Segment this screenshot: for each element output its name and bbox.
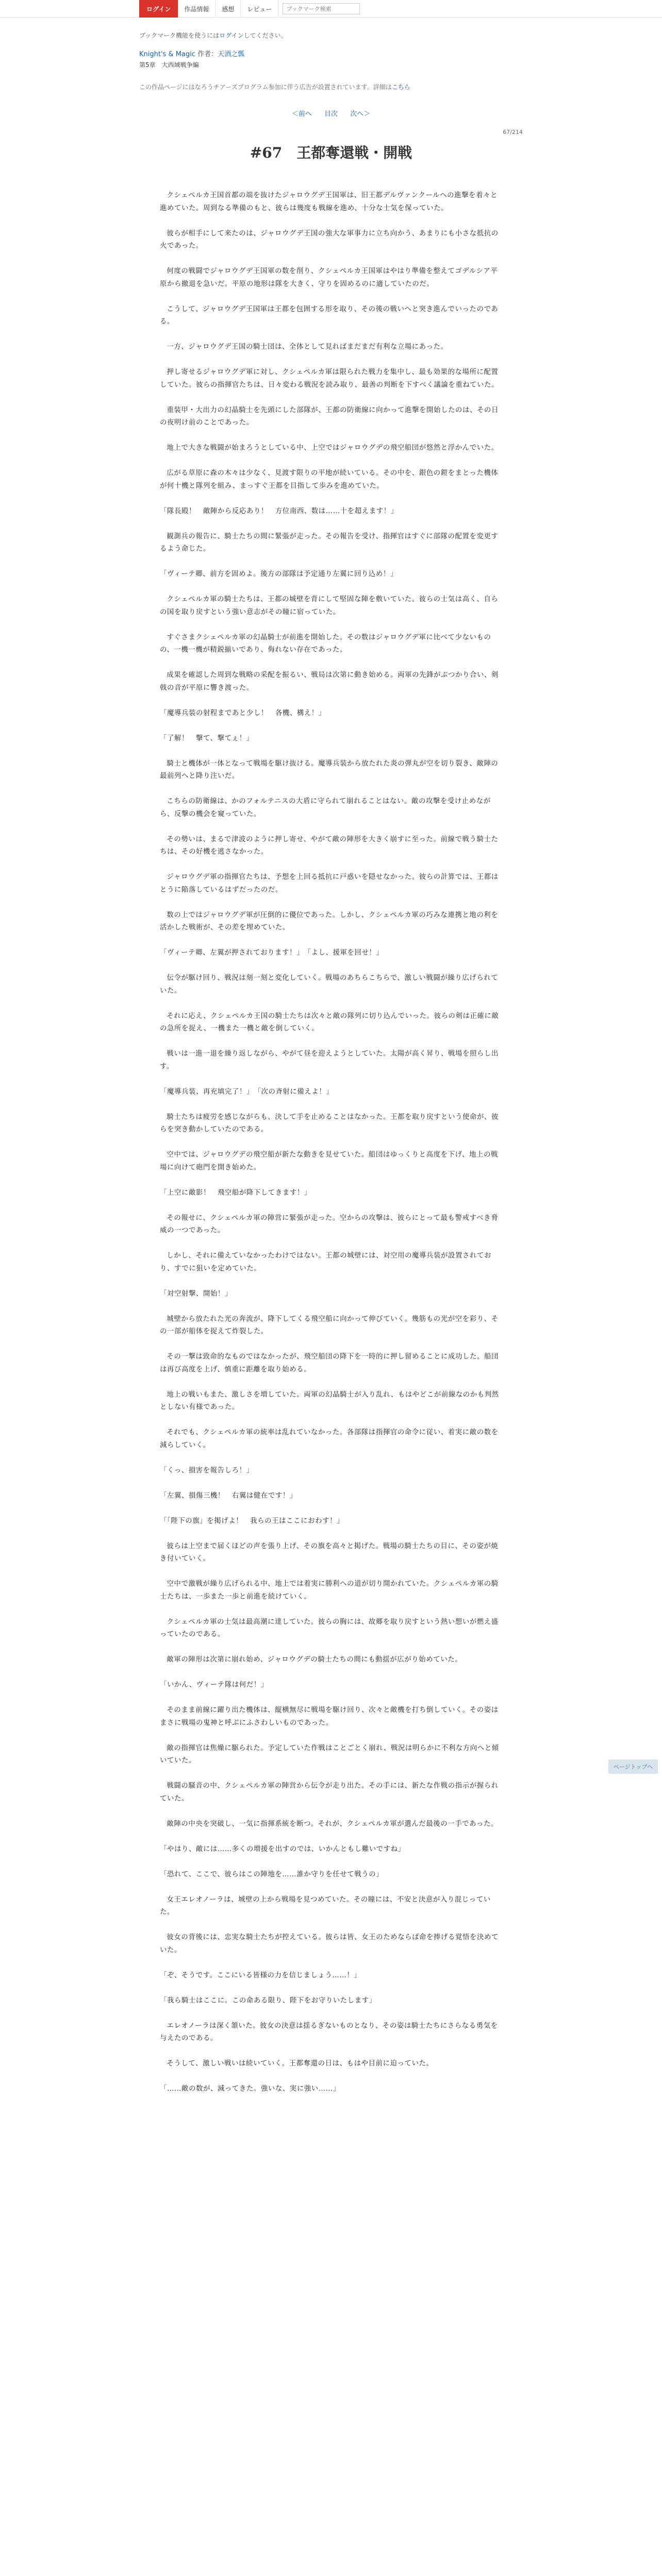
dialogue-line: 「魔導兵装、再充填完了！」 「次の斉射に備えよ！」	[160, 1088, 334, 1096]
dialogue-line: 「やはり、敵には……多くの増援を出すのでは、いかんともし難いですね」	[160, 1845, 405, 1853]
page-top-button[interactable]: ページトップへ	[608, 1759, 658, 1774]
narrative-paragraph: すぐさまクシェペルカ軍の幻晶騎士が前進を開始した。その数はジャロウグデ軍に比べて少ないものの、一機一機が精鋭揃いであり、侮れない存在であった。	[160, 633, 491, 654]
dialogue-line: 「恐れて、ここで、彼らはこの陣地を……誰か守りを任せて戦うの」	[160, 1870, 384, 1878]
narrative-paragraph: クシェペルカ王国首都の端を抜けたジャロウグデ王国軍は、旧王都デルヴァンクールへの進撃を着々と進めていた。周到なる準備のもと、彼らは幾度も戦線を進め、十分な士気を保っていた。	[160, 192, 498, 212]
narrative-paragraph: 敵の指揮官は焦燥に駆られた。予定していた作戦はことごとく崩れ、戦況は明らかに不利な方向へと傾いていた。	[160, 1744, 499, 1765]
narrative-paragraph: 観測兵の報告に、騎士たちの間に緊張が走った。その報告を受け、指揮官はすぐに部隊の配置を変更するよう命じた。	[160, 532, 499, 553]
dialogue-line: 「対空射撃、開始！」	[160, 1290, 232, 1298]
narrative-paragraph: 戦闘の騒音の中、クシェペルカ軍の陣営から伝令が走り出た。その手には、新たな作戦の指示が握られていた。	[160, 1782, 499, 1803]
narrative-paragraph: 彼女の背後には、忠実な騎士たちが控えている。彼らは皆、女王のためならば命を捧げる覚悟を決めていた。	[160, 1934, 499, 1954]
ad-notice-link[interactable]: こちら	[391, 83, 410, 91]
author-label: 作者：	[197, 50, 218, 58]
dialogue-line: 「ぞ、そうです。ここにいる皆様の力を信じましょう……！」	[160, 1971, 361, 1979]
narrative-paragraph: しかし、それに備えていなかったわけではない。王都の城壁には、対空用の魔導兵装が設置されており、すでに狙いを定めていた。	[160, 1252, 491, 1273]
prev-page-link[interactable]: ＜前へ	[291, 110, 312, 118]
notice-text-before: ブックマーク機能を使うには	[139, 32, 220, 39]
top-nav-inner	[139, 0, 360, 18]
narrative-paragraph: 騎士と機体が一体となって戦場を駆け抜ける。魔導兵装から放たれた炎の弾丸が空を切り裂き、敵陣の最前列へと降り注いだ。	[160, 759, 499, 780]
narrative-paragraph: 地上で大きな戦闘が始まろうとしている中、上空ではジャロウグデの飛空船団が悠然と浮かんでいた。	[167, 444, 499, 452]
narrative-paragraph: 空中で激戦が繰り広げられる中、地上では着実に勝利への道が切り開かれていた。クシェペルカ軍の騎士たちは、一歩また一歩と前進を続けていく。	[160, 1580, 499, 1601]
narrative-paragraph: そうして、激しい戦いは続いていく。王都奪還の日は、もはや目前に迫っていた。	[167, 2060, 434, 2067]
dialogue-line: 「「陛下の旗」を掲げよ！ 我らの王はここにおわす！」	[160, 1517, 344, 1525]
toc-link[interactable]: 目次	[324, 110, 338, 118]
dialogue-line: 「魔導兵装の射程まであと少し！ 各機、構え！」	[160, 709, 326, 717]
login-button[interactable]: ログイン	[139, 0, 178, 18]
novel-meta	[139, 49, 244, 70]
author-link[interactable]: 天酒之瓢	[218, 50, 245, 58]
narrative-paragraph: エレオノーラは深く頷いた。彼女の決意は揺るぎないものとなり、その姿は騎士たちにさらなる勇気を与えたのである。	[160, 2022, 498, 2042]
dialogue-line: 「了解！ 撃て、撃てぇ！」	[160, 734, 254, 742]
page-number: 67/214	[503, 129, 523, 135]
dialogue-line: 「ヴィーテ卿、左翼が押されております！」 「よし、援軍を回せ！」	[160, 949, 384, 957]
dialogue-line: 「上空に敵影！ 飛空船が降下してきます！」	[160, 1189, 311, 1197]
narrative-paragraph: 数の上ではジャロウグデ軍が圧倒的に優位であった。しかし、クシェペルカ軍の巧みな連携と地の利を活かした戦術が、その差を埋めていた。	[160, 911, 499, 931]
ad-notice	[139, 82, 523, 91]
dialogue-line: 「左翼、損傷三機！ 右翼は健在です！」	[160, 1492, 297, 1500]
narrative-paragraph: その一撃は致命的なものではなかったが、飛空船団の降下を一時的に押し留めることに成功した。船団は再び高度を上げ、慎重に距離を取り始める。	[160, 1353, 499, 1374]
narrative-paragraph: 彼らが相手にして来たのは、ジャロウグデ王国の強大な軍事力に立ち向かう、あまりにも小さな抵抗の火であった。	[160, 229, 499, 250]
notice-login-link[interactable]: ログイン	[219, 32, 244, 39]
narrative-paragraph: こうして、ジャロウグデ王国軍は王都を包囲する形を取り、その後の戦いへと突き進んでいったのである。	[160, 305, 499, 326]
narrative-paragraph: 城壁から放たれた光の奔流が、降下してくる飛空船に向かって伸びていく。幾筋もの光が空を彩り、その一部が船体を捉えて炸裂した。	[160, 1315, 499, 1335]
pager-top	[139, 108, 523, 118]
narrative-paragraph: 押し寄せるジャロウグデ軍に対し、クシェペルカ軍は限られた戦力を集中し、最も効果的な場所に配置していた。彼らの指揮官たちは、日々変わる戦況を読み取り、最善の判断を下すべく議論を重ねていた。	[160, 368, 499, 389]
narrative-paragraph: 騎士たちは疲労を感じながらも、決して手を止めることはなかった。王都を取り戻すという使命が、彼らを突き動かしていたのである。	[160, 1113, 499, 1133]
narrative-paragraph: 何度の戦闘でジャロウグデ王国軍の数を削り、クシェペルカ王国軍はやはり準備を整えてゴデルシア平原から撤退を急いだ。平原の地形は隊を大きく、守りを固めるのに適していたのだ。	[160, 267, 498, 288]
dialogue-line: 「……敵の数が、減ってきた。強いな、実に強い……」	[160, 2085, 340, 2093]
notice-text-after: してください。	[243, 32, 287, 39]
episode-title: #67 王都奪還戦・開戦	[250, 144, 412, 161]
narrative-paragraph: 女王エレオノーラは、城壁の上から戦場を見つめていた。その瞳には、不安と決意が入り混じっていた。	[160, 1895, 491, 1916]
narrative-paragraph: その報せに、クシェペルカ軍の陣営に緊張が走った。空からの攻撃は、彼らにとって最も警戒すべき脅威の一つであった。	[160, 1214, 499, 1234]
next-page-link[interactable]: 次へ＞	[350, 110, 371, 118]
narrative-paragraph: そのまま前線に躍り出た機体は、縦横無尽に戦場を駆け回り、次々と敵機を打ち倒していく。その姿はまさに戦場の鬼神と呼ぶにふさわしいものであった。	[160, 1706, 499, 1727]
chapter-title: 第5章 大西域戦争編	[139, 61, 199, 69]
narrative-paragraph: クシェペルカ軍の士気は最高潮に達していた。彼らの胸には、故郷を取り戻すという熱い想いが燃え盛っていたのである。	[160, 1618, 499, 1638]
narrative-paragraph: 彼らは上空まで届くほどの声を張り上げ、その旗を高々と掲げた。戦場の騎士たちの目に、その姿が焼き付いていく。	[160, 1542, 499, 1563]
narrative-paragraph: 成果を確認した周到な戦略の采配を振るい、戦局は次第に動き始める。両軍の先鋒がぶつかり合い、剣戟の音が平原に響き渡った。	[160, 671, 499, 692]
dialogue-line: 「我ら騎士はここに。この命ある限り、陛下をお守りいたします」	[160, 1996, 376, 2005]
dialogue-line: 「隊長殿！ 敵陣から反応あり！ 方位南西、数は……十を超えます！」	[160, 507, 398, 515]
narrative-paragraph: その勢いは、まるで津波のように押し寄せ、やがて敵の陣形を大きく崩すに至った。前線で戦う騎士たちは、その好機を逃さなかった。	[160, 835, 499, 856]
series-title-link[interactable]: Knight's & Magic	[139, 50, 195, 58]
nav-link-reviews[interactable]: レビュー	[241, 0, 278, 18]
narrative-paragraph: こちらの防衛線は、かのフォルテニスの大盾に守られて崩れることはない。敵の攻撃を受け止めながら、反撃の機会を窺っていた。	[160, 798, 491, 818]
ad-notice-text: この作品ページにはなろうチアーズプログラム参加に伴う広告が設置されています。詳細は	[139, 83, 392, 91]
nav-link-impressions[interactable]: 感想	[216, 0, 241, 18]
novel-body	[160, 190, 502, 2108]
narrative-paragraph: ジャロウグデ軍の指揮官たちは、予想を上回る抵抗に戸惑いを隠せなかった。彼らの計算では、王都はとうに陥落しているはずだったのだ。	[160, 873, 499, 894]
top-nav-bar	[0, 0, 662, 18]
nav-link-novel-info[interactable]: 作品情報	[178, 0, 216, 18]
narrative-paragraph: 伝令が駆け回り、戦況は刻一刻と変化していく。戦場のあちらこちらで、激しい戦闘が繰り広げられていた。	[160, 974, 499, 995]
narrative-paragraph: それでも、クシェペルカ軍の統率は乱れていなかった。各部隊は指揮官の命令に従い、着実に敵の数を減らしていく。	[160, 1429, 499, 1449]
narrative-paragraph: 戦いは一進一退を繰り返しながら、やがて昼を迎えようとしていた。太陽が高く昇り、戦場を照らし出す。	[160, 1050, 499, 1071]
narrative-paragraph: 一方、ジャロウグデ王国の騎士団は、全体として見ればまだまだ有利な立場にあった。	[167, 343, 448, 351]
bookmark-search-input[interactable]	[283, 3, 360, 14]
dialogue-line: 「ヴィーテ卿、前方を固めよ。後方の部隊は予定通り左翼に回り込め！」	[160, 570, 398, 578]
narrative-paragraph: それに応え、クシェペルカ王国の騎士たちは次々と敵の隊列に切り込んでいった。彼らの剣は正確に敵の急所を捉え、一機また一機と敵を倒していく。	[160, 1012, 499, 1032]
narrative-paragraph: 広がる草原に森の木々は少なく、見渡す限りの平地が続いている。その中を、銀色の鎧をまとった機体が何十機と隊列を組み、まっすぐ王都を目指して歩みを進めていた。	[160, 469, 499, 490]
dialogue-line: 「くっ、損害を報告しろ！」	[160, 1466, 254, 1475]
narrative-paragraph: 空中では、ジャロウグデの飛空船が新たな動きを見せていた。船団はゆっくりと高度を下げ、地上の戦場に向けて砲門を開き始めた。	[160, 1151, 499, 1172]
narrative-paragraph: 敵陣の中央を突破し、一気に指揮系統を断つ。それが、クシェペルカ軍が選んだ最後の一手であった。	[167, 1820, 499, 1828]
bookmark-notice	[139, 31, 287, 40]
narrative-paragraph: 重装甲・大出力の幻晶騎士を先頭にした部隊が、王都の防衛線に向かって進撃を開始したのは、その日の夜明け前のことであった。	[160, 406, 499, 427]
narrative-paragraph: クシェペルカ軍の騎士たちは、王都の城壁を背にして堅固な陣を敷いていた。彼らの士気は高く、自らの国を取り戻すという強い意志がその瞳に宿っていた。	[160, 596, 499, 616]
dialogue-line: 「いかん、ヴィーテ隊は何だ！」	[160, 1681, 268, 1689]
narrative-paragraph: 敵軍の陣形は次第に崩れ始め、ジャロウグデの騎士たちの間にも動揺が広がり始めていた。	[167, 1656, 462, 1664]
narrative-paragraph: 地上の戦いもまた、激しさを増していた。両軍の幻晶騎士が入り乱れ、もはやどこが前線なのかも判然としない有様であった。	[160, 1391, 499, 1411]
